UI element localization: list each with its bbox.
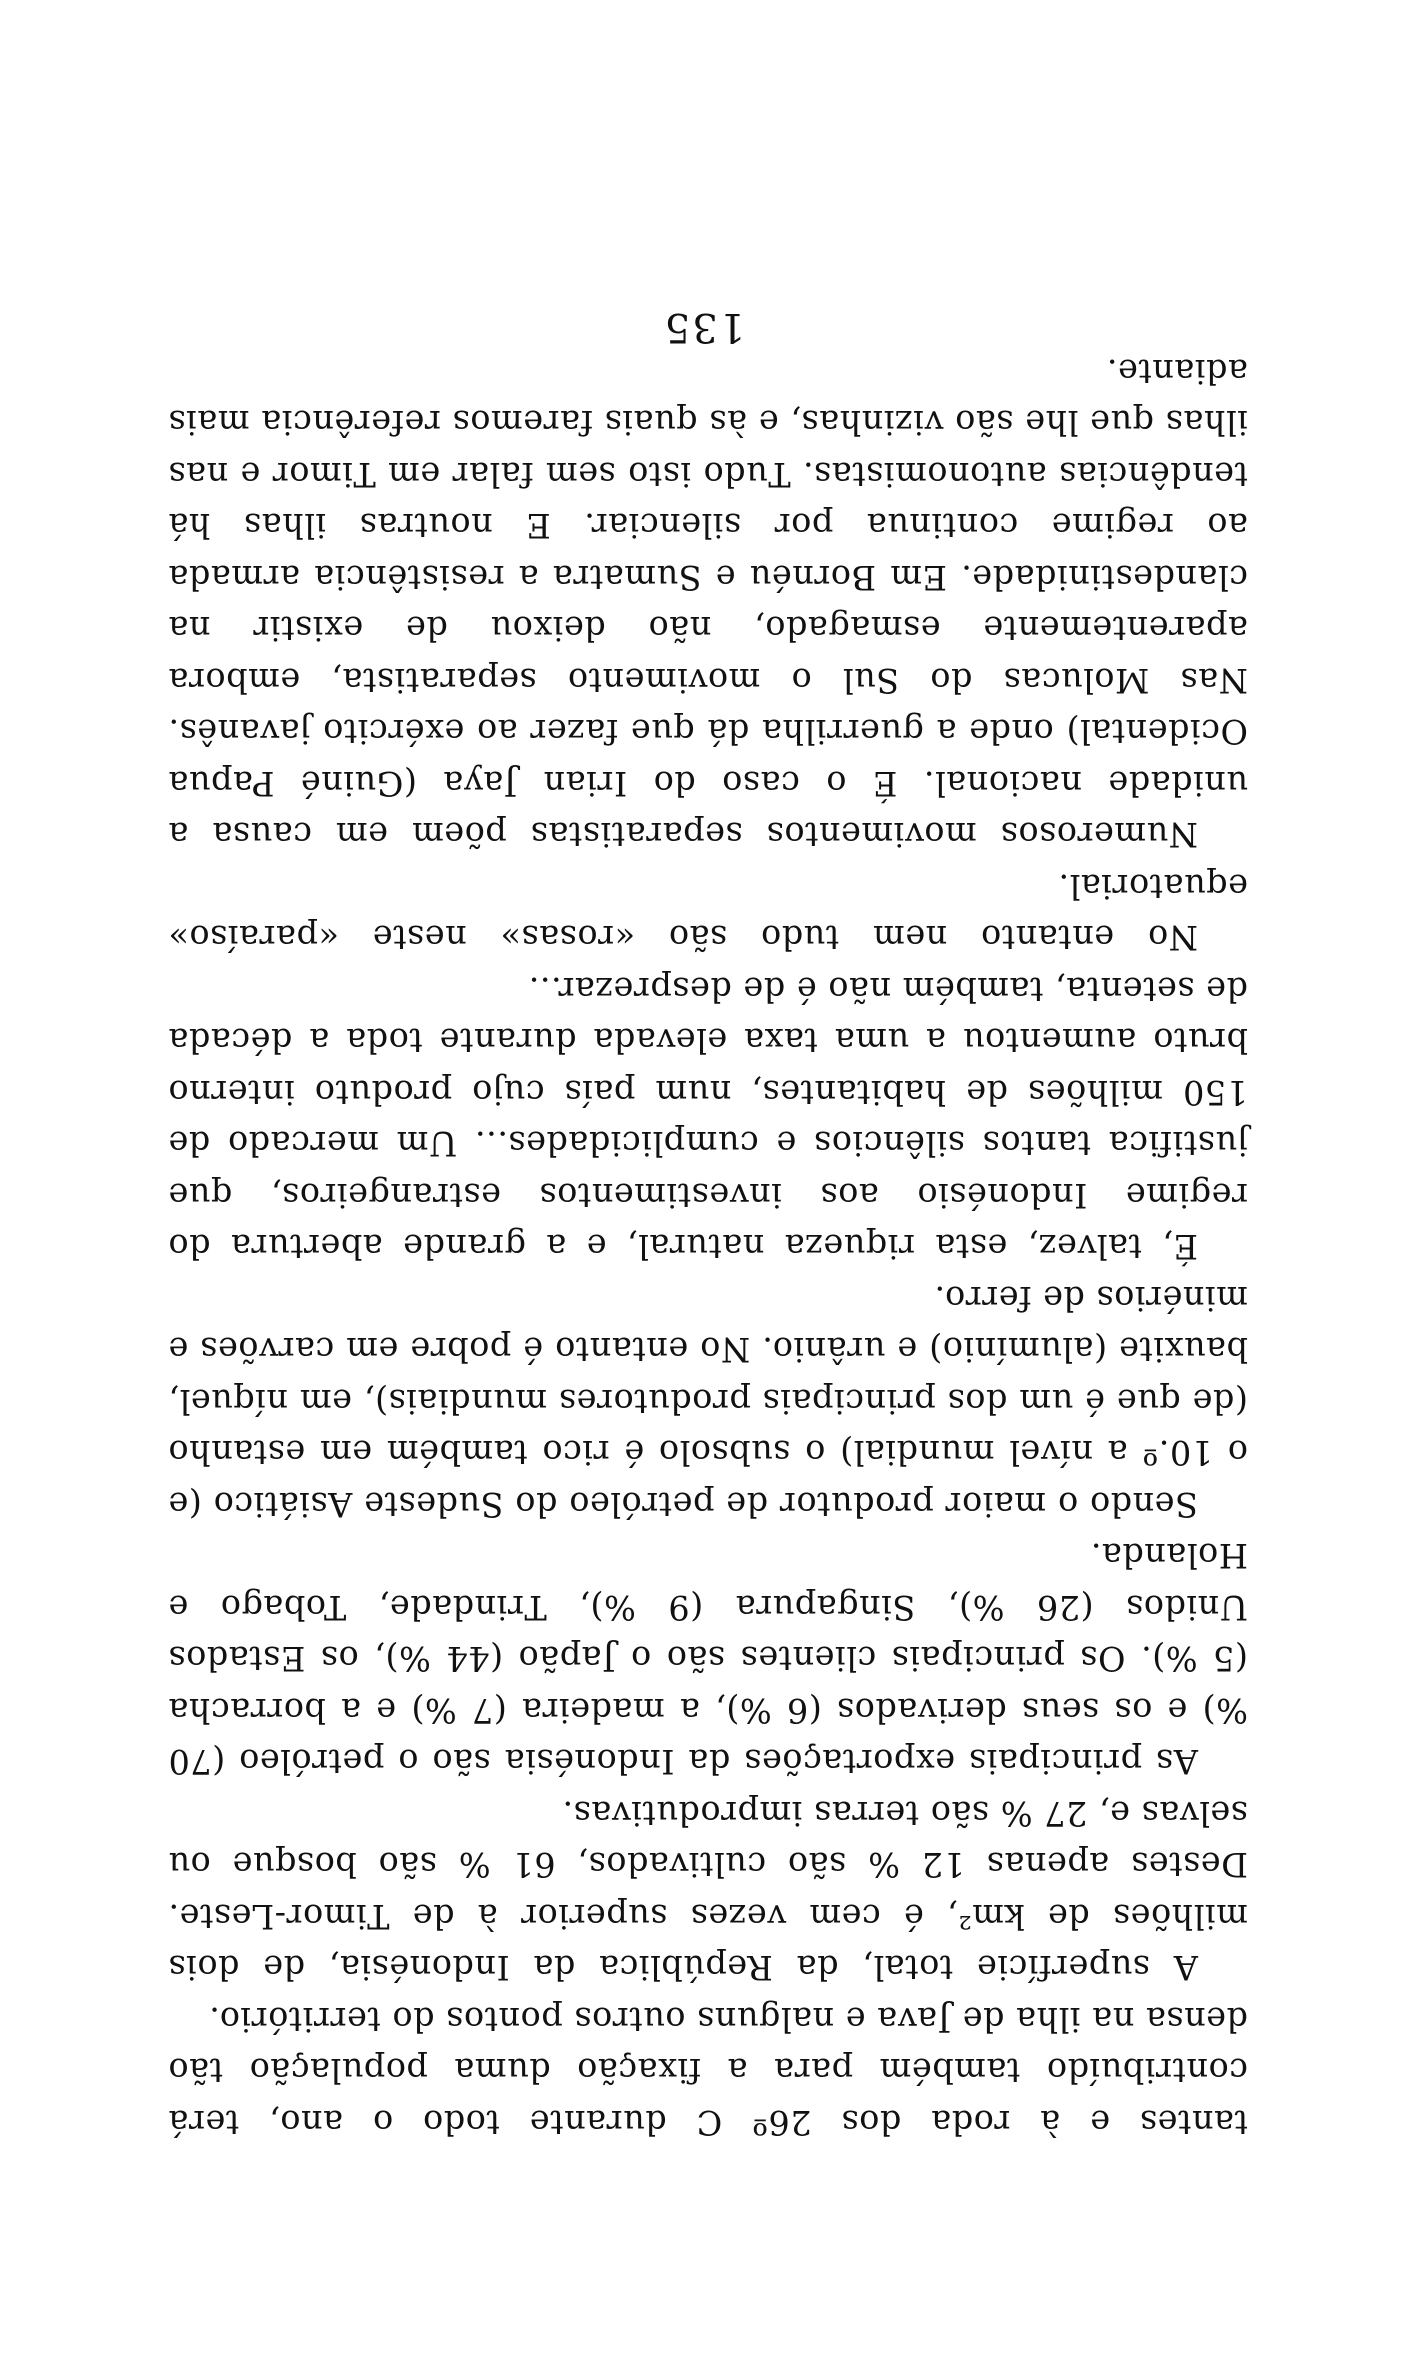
paragraph: É, talvez, esta riqueza natural, e a grande abertura do regime Indonésio aos investimentos estrangeiros, que justifica tantos silêncios e cumplicidades... Um mercado de 150 milhões de habitantes, num país cujo produto interno bruto aumentou a uma taxa elevada durante toda a década de setenta, também não é de desprezar... (168, 970, 1248, 1267)
paragraph: A superfície total, da República da Indonésia, de dois milhões de km², é cem vezes superior à de Timor-Leste. Destes apenas 12 % são cultivados, 61 % são bosque ou selvas e, 27 % são terras improdutivas. (168, 1794, 1248, 1988)
paragraph: tantes e à roda dos 26º C durante todo o ano, terá contribuído também para a fixação duma população tão densa na ilha de Java e nalguns outros pontos do território. (168, 2000, 1248, 2142)
body-text (168, 346, 1248, 2149)
paragraph: No entanto nem tudo são «rosas» neste «paraíso» equatorial. (168, 867, 1248, 958)
paragraph: As principais exportações da Indonésia são o petróleo (70 %) e os seus derivados (6 %), a madeira (7 %) e a borracha (5 %). Os principais clientes são o Japão (44 %), os Estados Unidos (26 %), Singapura (9 %), Trindade, Tobago e Holanda. (168, 1536, 1248, 1782)
page-number: 135 (662, 304, 746, 350)
paragraph: Numerosos movimentos separatistas põem em causa a unidade nacional. É o caso do Irian Jaya (Guiné Papua Ocidental) onde a guerrilha dá que fazer ao exército javanês. Nas Molucas do Sul o movimento separatista, embora aparentemente esmagado, não deixou de existir na clandestinidade. Em Bornéu e Sumatra a resistência armada ao regime continua por silenciar. E noutras ilhas há tendências autonomistas. Tudo isto sem falar em Timor e nas ilhas que lhe são vizinhas, e às quais faremos referência mais adiante. (168, 352, 1248, 855)
paragraph: Sendo o maior produtor de petróleo do Sudeste Asiático (e o 10.º a nível mundial) o subsolo é rico também em estanho (de que é um dos principais produtores mundiais), em níquel, bauxite (alumínio) e urânio. No entanto é pobre em carvões e minérios de ferro. (168, 1279, 1248, 1524)
